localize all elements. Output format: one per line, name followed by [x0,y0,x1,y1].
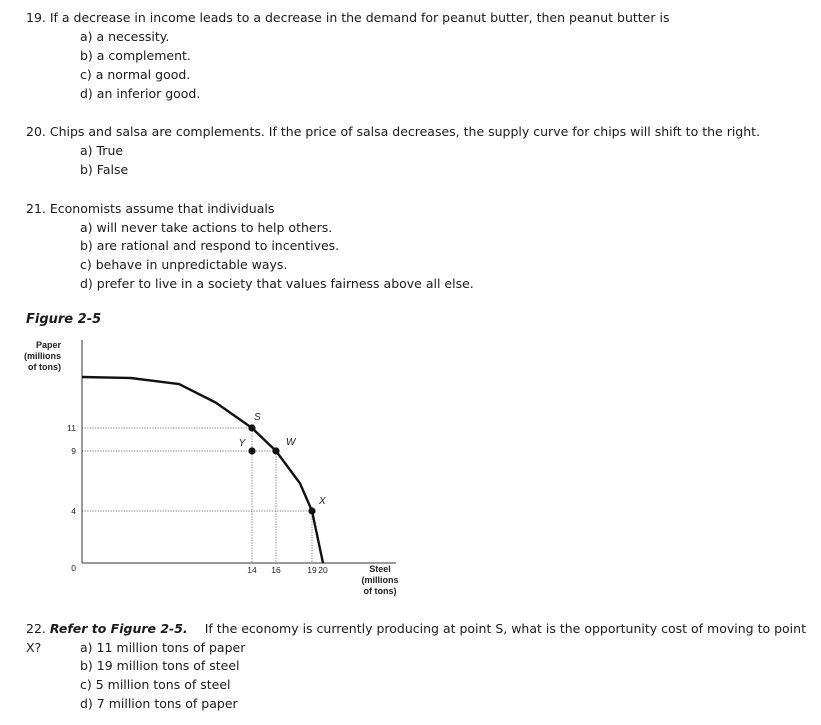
point-w [272,447,279,454]
question-21-option-c: c) behave in unpredictable ways. [80,257,288,272]
y-tick-label: 0 [71,563,76,573]
point-label-y: Y [238,438,246,449]
question-22-figure-reference: Refer to Figure 2-5. [49,621,188,636]
x-axis-label-line: Steel [369,564,391,574]
question-20-option-b: b) False [80,162,129,177]
x-tick-label: 14 [247,565,257,575]
question-21-stem: 21. Economists assume that individuals [26,201,275,216]
x-tick-label: 20 [318,565,328,575]
question-19-option-c: c) a normal good. [80,67,191,82]
figure-title: Figure 2-5 [26,312,102,327]
x-tick-label: 16 [271,565,281,575]
y-tick-label: 4 [71,506,76,516]
question-22-stem: If the economy is currently producing at point S, what is the opportunity cost of moving to point X? [26,621,806,655]
y-axis-label-line: (millions [23,351,61,361]
point-label-x: X [319,496,326,507]
question-21-option-d: d) prefer to live in a society that values fairness above all else. [80,276,474,291]
question-22-option-a: a) 11 million tons of paper [80,640,246,655]
x-axis-label-line: of tons) [363,586,397,596]
question-22-option-b: b) 19 million tons of steel [80,658,240,673]
y-axis-label-line: Paper [35,340,61,350]
question-20-option-a: a) True [80,143,124,158]
ppf-curve [82,377,323,563]
question-19-option-b: b) a complement. [80,48,191,63]
y-tick-label: 9 [71,446,76,456]
y-tick-label: 11 [67,423,76,433]
ppf-chart [0,330,430,610]
question-19-option-a: a) a necessity. [80,29,170,44]
question-19-option-d: d) an inferior good. [80,86,201,101]
x-tick-label: 19 [307,565,317,575]
question-19-stem: 19. If a decrease in income leads to a decrease in the demand for peanut butter, then peanut butter is [26,10,670,25]
point-x [308,507,315,514]
point-s [248,424,255,431]
question-20-stem: 20. Chips and salsa are complements. If the price of salsa decreases, the supply curve for chips will shift to the right. [26,124,761,139]
question-22-option-d: d) 7 million tons of paper [80,696,238,711]
question-22-option-c: c) 5 million tons of steel [80,677,231,692]
question-21-option-a: a) will never take actions to help others. [80,220,333,235]
question-22-number: 22. [26,621,50,636]
point-label-s: S [254,412,261,423]
y-axis-label-line: of tons) [28,362,61,372]
point-y [248,447,255,454]
question-21-option-b: b) are rational and respond to incentives. [80,238,340,253]
x-axis-label-line: (millions [361,575,399,585]
point-label-w: W [286,437,296,448]
